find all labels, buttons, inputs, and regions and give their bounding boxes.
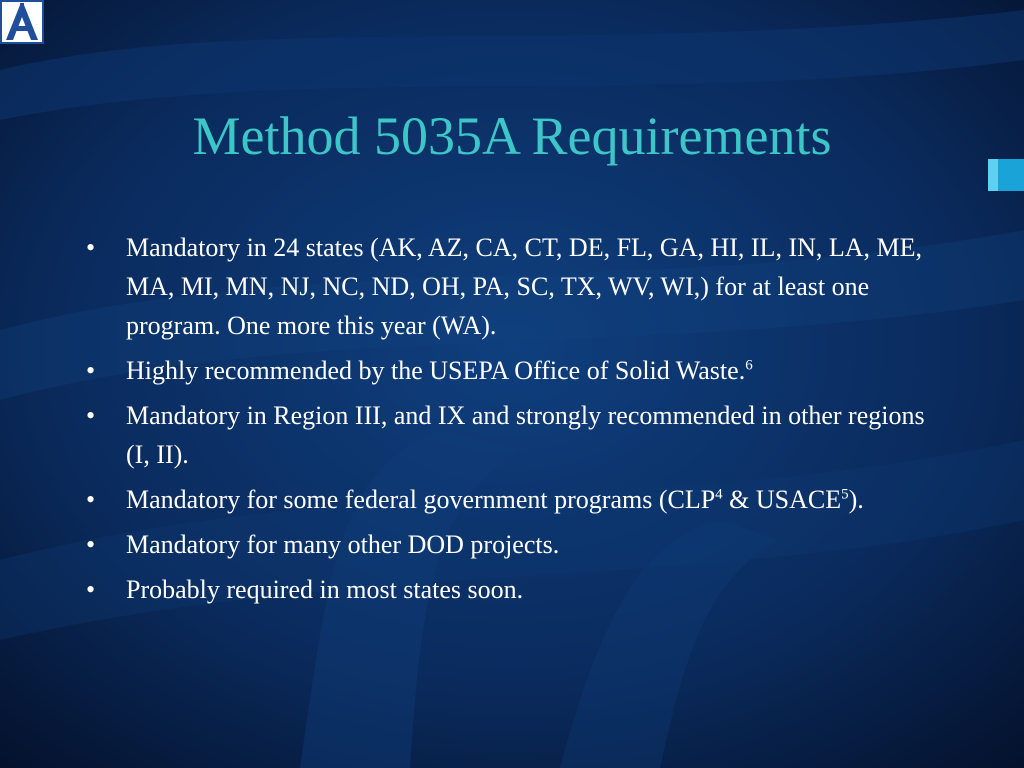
bullet-item xyxy=(86,480,936,519)
bullet-symbol: • xyxy=(86,233,96,262)
bullet-item xyxy=(86,228,936,345)
bullet-text: & USACE xyxy=(722,485,842,514)
footnote-ref: 5 xyxy=(841,486,849,503)
bullet-text: Highly recommended by the USEPA Office of Solid Waste. xyxy=(126,356,746,385)
slide-title: Method 5035A Requirements xyxy=(192,106,832,166)
bullet-symbol: • xyxy=(86,401,96,430)
bullet-text: ). xyxy=(848,485,864,514)
bullet-item xyxy=(86,525,936,564)
bullet-item xyxy=(86,351,936,390)
bullet-item xyxy=(86,570,936,609)
bullet-list xyxy=(86,228,936,615)
footnote-ref: 4 xyxy=(715,486,723,503)
bullet-symbol: • xyxy=(86,356,96,385)
bullet-text: Mandatory in 24 states (AK, AZ, CA, CT, DE, FL, GA, HI, IL, IN, LA, ME, MA, MI, MN, NJ, NC, ND, OH, PA, SC, TX, WV, WI,) for at least one program. One more this year (WA). xyxy=(126,233,923,340)
bullet-text: Mandatory in Region III, and IX and strongly recommended in other regions (I, II). xyxy=(126,401,925,469)
bullet-symbol: • xyxy=(86,575,96,604)
stylized-A-logo-icon xyxy=(0,0,44,44)
bullet-text: Mandatory for some federal government programs (CLP xyxy=(126,485,716,514)
bullet-symbol: • xyxy=(86,485,96,514)
bullet-text: Mandatory for many other DOD projects. xyxy=(126,530,560,559)
bullet-item xyxy=(86,396,936,474)
bullet-symbol: • xyxy=(86,530,96,559)
bullet-text: Probably required in most states soon. xyxy=(126,575,524,604)
footnote-ref: 6 xyxy=(745,357,753,374)
